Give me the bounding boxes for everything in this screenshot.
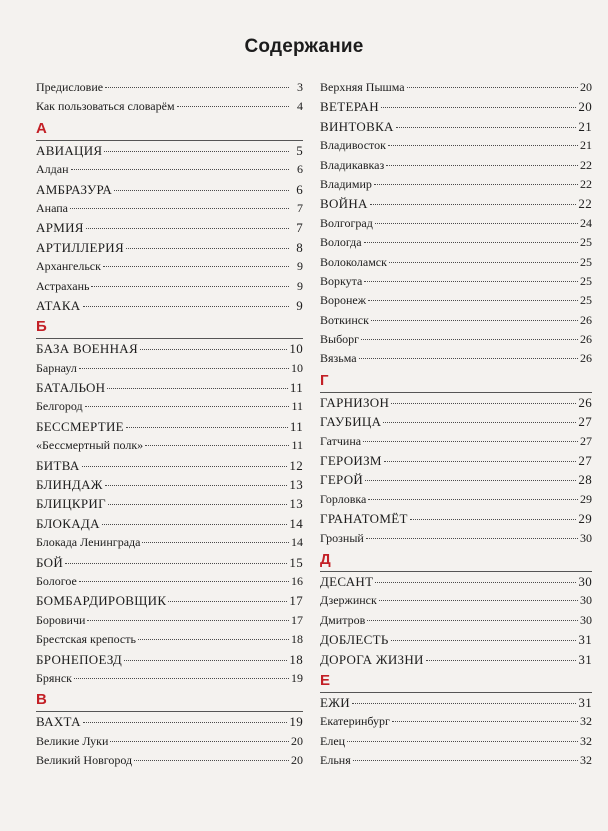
toc-entry-label: Дмитров bbox=[320, 612, 366, 627]
toc-entry[interactable] bbox=[36, 417, 303, 436]
toc-entry-page: 32 bbox=[580, 714, 592, 729]
dot-leader bbox=[107, 388, 288, 389]
dot-leader bbox=[368, 300, 578, 301]
toc-entry[interactable] bbox=[320, 591, 592, 610]
toc-entry[interactable] bbox=[36, 611, 303, 630]
toc-entry[interactable] bbox=[320, 233, 592, 252]
dot-leader bbox=[108, 504, 287, 505]
dot-leader bbox=[65, 563, 287, 564]
toc-entry-label: Как пользоваться словарём bbox=[36, 99, 175, 114]
toc-entry-label: Боровичи bbox=[36, 612, 86, 627]
toc-entry[interactable] bbox=[36, 160, 303, 179]
dot-leader bbox=[91, 286, 289, 287]
toc-entry[interactable] bbox=[320, 311, 592, 330]
dot-leader bbox=[426, 660, 577, 661]
toc-section bbox=[36, 119, 303, 316]
dot-leader bbox=[134, 760, 289, 761]
dot-leader bbox=[386, 165, 578, 166]
dot-leader bbox=[374, 184, 578, 185]
toc-entry-label: Белгород bbox=[36, 399, 83, 414]
toc-entry-label: ЕЖИ bbox=[320, 694, 350, 710]
toc-entry-label: ГЕРОИЗМ bbox=[320, 453, 382, 469]
toc-entry[interactable] bbox=[320, 470, 592, 489]
toc-entry-page: 5 bbox=[296, 142, 303, 158]
toc-entry-page: 9 bbox=[297, 259, 303, 274]
toc-entry-label: ДЕСАНТ bbox=[320, 573, 374, 589]
dot-leader bbox=[384, 461, 577, 462]
toc-entry-label: БОЙ bbox=[36, 554, 64, 570]
toc-entry-page: 25 bbox=[580, 235, 592, 250]
dot-leader bbox=[79, 581, 289, 582]
toc-entry-label: БОМБАРДИРОВЩИК bbox=[36, 593, 167, 609]
toc-entry-page: 19 bbox=[289, 714, 303, 730]
toc-column-left bbox=[36, 78, 303, 771]
dot-leader bbox=[83, 722, 288, 723]
section-letter: Г bbox=[320, 371, 329, 389]
toc-entry[interactable] bbox=[320, 432, 592, 451]
toc-entry-label: АРТИЛЛЕРИЯ bbox=[36, 239, 124, 255]
toc-entry-page: 18 bbox=[291, 632, 303, 647]
toc-entry-page: 7 bbox=[297, 200, 303, 215]
toc-entry-label: Вязьма bbox=[320, 351, 357, 366]
toc-entry[interactable] bbox=[36, 732, 303, 751]
toc-entry[interactable] bbox=[36, 378, 303, 397]
toc-entry-page: 32 bbox=[580, 753, 592, 768]
toc-entry-label: БАТАЛЬОН bbox=[36, 380, 106, 396]
dot-leader bbox=[85, 406, 289, 407]
toc-entry[interactable] bbox=[36, 630, 303, 649]
toc-entry-label: Елец bbox=[320, 733, 346, 748]
dot-leader bbox=[82, 466, 288, 467]
toc-entry[interactable] bbox=[36, 712, 303, 731]
dot-leader bbox=[391, 640, 577, 641]
toc-entry-page: 17 bbox=[289, 593, 303, 609]
toc-entry[interactable] bbox=[36, 669, 303, 688]
toc-entry[interactable] bbox=[320, 214, 592, 233]
toc-entry-page: 26 bbox=[578, 394, 592, 410]
toc-entry-label: ГРАНАТОМЁТ bbox=[320, 511, 408, 527]
toc-entry-label: Барнаул bbox=[36, 360, 77, 375]
dot-leader bbox=[375, 582, 576, 583]
toc-entry-page: 18 bbox=[289, 651, 303, 667]
toc-entry[interactable] bbox=[320, 611, 592, 630]
toc-section bbox=[320, 550, 592, 669]
toc-entry-page: 30 bbox=[578, 573, 592, 589]
dot-leader bbox=[367, 620, 578, 621]
toc-entry-label: «Бессмертный полк» bbox=[36, 438, 144, 453]
toc-entry-label: Воткинск bbox=[320, 312, 369, 327]
toc-entry[interactable] bbox=[36, 78, 303, 97]
toc-entry-label: Архангельск bbox=[36, 259, 101, 274]
toc-entry-label: ДОБЛЕСТЬ bbox=[320, 632, 389, 648]
toc-entry-label: Горловка bbox=[320, 491, 367, 506]
toc-entry[interactable] bbox=[320, 732, 592, 751]
dot-leader bbox=[361, 339, 578, 340]
dot-leader bbox=[110, 741, 289, 742]
toc-entry-label: ГАРНИЗОН bbox=[320, 394, 390, 410]
toc-entry-page: 20 bbox=[578, 99, 592, 115]
dot-leader bbox=[370, 204, 577, 205]
dot-leader bbox=[105, 87, 289, 88]
dot-leader bbox=[177, 106, 289, 107]
dot-leader bbox=[410, 519, 577, 520]
toc-entry-page: 11 bbox=[289, 418, 303, 434]
toc-entry-page: 26 bbox=[580, 332, 592, 347]
toc-entry-page: 27 bbox=[578, 414, 592, 430]
toc-entry-label: Владикавказ bbox=[320, 157, 385, 172]
toc-entry[interactable] bbox=[320, 97, 592, 116]
toc-entry-label: Волгоград bbox=[320, 215, 373, 230]
dot-leader bbox=[359, 358, 578, 359]
toc-entry-page: 21 bbox=[580, 138, 592, 153]
toc-entry[interactable] bbox=[320, 451, 592, 470]
toc-entry-page: 26 bbox=[580, 312, 592, 327]
toc-entry-label: Вологда bbox=[320, 235, 362, 250]
dot-leader bbox=[352, 703, 577, 704]
section-letter: Б bbox=[36, 318, 47, 336]
page-title: Содержание bbox=[244, 36, 364, 57]
toc-entry-page: 16 bbox=[291, 573, 303, 588]
toc-entry-page: 14 bbox=[289, 515, 303, 531]
dot-leader bbox=[407, 87, 578, 88]
toc-entry-page: 9 bbox=[296, 297, 303, 313]
toc-section bbox=[320, 78, 592, 369]
toc-entry[interactable] bbox=[36, 141, 303, 160]
toc-entry[interactable] bbox=[36, 514, 303, 533]
toc-entry-label: АРМИЯ bbox=[36, 220, 84, 236]
toc-entry-page: 30 bbox=[580, 593, 592, 608]
toc-entry[interactable] bbox=[320, 253, 592, 272]
toc-entry-page: 25 bbox=[580, 254, 592, 269]
toc-entry-label: БРОНЕПОЕЗД bbox=[36, 651, 123, 667]
toc-entry-page: 11 bbox=[289, 380, 303, 396]
toc-entry-label: Великий Новгород bbox=[36, 753, 133, 768]
dot-leader bbox=[383, 422, 576, 423]
dot-leader bbox=[364, 242, 578, 243]
toc-entry-page: 31 bbox=[578, 632, 592, 648]
dot-leader bbox=[366, 538, 578, 539]
toc-entry-page: 8 bbox=[296, 239, 303, 255]
toc-entry[interactable] bbox=[320, 751, 592, 770]
toc-entry-page: 13 bbox=[289, 477, 303, 493]
toc-entry[interactable] bbox=[320, 650, 592, 669]
toc-entry-label: АТАКА bbox=[36, 297, 81, 313]
toc-section bbox=[36, 690, 303, 770]
toc-entry[interactable] bbox=[36, 751, 303, 770]
toc-entry-page: 10 bbox=[289, 341, 303, 357]
dot-leader bbox=[145, 445, 289, 446]
toc-entry-page: 24 bbox=[580, 215, 592, 230]
toc-entry-label: Алдан bbox=[36, 162, 69, 177]
toc-entry-label: Дзержинск bbox=[320, 593, 377, 608]
toc-entry-label: БЛИЦКРИГ bbox=[36, 496, 106, 512]
toc-entry-label: АМБРАЗУРА bbox=[36, 181, 113, 197]
toc-entry-label: Волоколамск bbox=[320, 254, 387, 269]
dot-leader bbox=[381, 107, 576, 108]
dot-leader bbox=[168, 601, 287, 602]
dot-leader bbox=[142, 542, 289, 543]
dot-leader bbox=[363, 441, 578, 442]
toc-entry[interactable] bbox=[320, 630, 592, 649]
toc-entry[interactable] bbox=[320, 136, 592, 155]
section-letter: Д bbox=[320, 550, 331, 568]
toc-entry[interactable] bbox=[36, 257, 303, 276]
toc-entry-page: 3 bbox=[297, 80, 303, 94]
toc-section bbox=[320, 371, 592, 548]
toc-entry-page: 11 bbox=[291, 399, 303, 414]
toc-entry[interactable] bbox=[320, 272, 592, 291]
toc-entry-label: БАЗА ВОЕННАЯ bbox=[36, 341, 138, 357]
toc-entry-label: БЛИНДАЖ bbox=[36, 477, 103, 493]
toc-entry-page: 27 bbox=[578, 453, 592, 469]
toc-entry-page: 22 bbox=[578, 196, 592, 212]
toc-entry[interactable] bbox=[36, 456, 303, 475]
toc-entry-page: 29 bbox=[578, 511, 592, 527]
toc-entry-page: 32 bbox=[580, 733, 592, 748]
toc-entry-page: 17 bbox=[291, 612, 303, 627]
dot-leader bbox=[391, 403, 576, 404]
dot-leader bbox=[104, 151, 289, 152]
toc-entry-page: 11 bbox=[291, 438, 303, 453]
toc-entry-label: Владимир bbox=[320, 176, 372, 191]
dot-leader bbox=[138, 639, 289, 640]
toc-entry[interactable] bbox=[36, 475, 303, 494]
toc-entry[interactable] bbox=[320, 78, 592, 97]
toc-entry-page: 22 bbox=[580, 176, 592, 191]
toc-entry-page: 31 bbox=[578, 651, 592, 667]
toc-entry[interactable] bbox=[36, 359, 303, 378]
dot-leader bbox=[114, 190, 289, 191]
toc-entry[interactable] bbox=[36, 553, 303, 572]
toc-entry-label: Ельня bbox=[320, 753, 351, 768]
toc-entry-page: 29 bbox=[580, 491, 592, 506]
toc-entry-label: Владивосток bbox=[320, 138, 386, 153]
toc-entry-page: 30 bbox=[580, 612, 592, 627]
section-letter: Е bbox=[320, 671, 331, 689]
dot-leader bbox=[140, 349, 287, 350]
toc-entry[interactable] bbox=[320, 509, 592, 528]
dot-leader bbox=[392, 721, 578, 722]
toc-entry[interactable] bbox=[36, 218, 303, 237]
toc-entry-page: 22 bbox=[580, 157, 592, 172]
toc-entry-page: 15 bbox=[289, 554, 303, 570]
toc-entry[interactable] bbox=[36, 591, 303, 610]
toc-section bbox=[36, 317, 303, 688]
toc-entry-page: 27 bbox=[580, 433, 592, 448]
dot-leader bbox=[388, 145, 578, 146]
dot-leader bbox=[347, 741, 578, 742]
toc-entry-label: Астрахань bbox=[36, 278, 90, 293]
dot-leader bbox=[105, 485, 288, 486]
toc-entry[interactable] bbox=[36, 436, 303, 455]
toc-entry[interactable] bbox=[36, 650, 303, 669]
toc-entry-label: ВИНТОВКА bbox=[320, 118, 394, 134]
section-letter: В bbox=[36, 691, 47, 709]
toc-entry[interactable] bbox=[320, 117, 592, 136]
toc-entry-page: 10 bbox=[291, 360, 303, 375]
toc-entry-label: ДОРОГА ЖИЗНИ bbox=[320, 651, 424, 667]
toc-entry-label: Выборг bbox=[320, 332, 360, 347]
toc-entry-page: 6 bbox=[297, 162, 303, 177]
dot-leader bbox=[389, 262, 578, 263]
toc-entry-page: 19 bbox=[291, 670, 303, 685]
dot-leader bbox=[364, 281, 578, 282]
toc-entry-page: 12 bbox=[289, 457, 303, 473]
toc-entry[interactable] bbox=[36, 397, 303, 416]
toc-entry-label: БИТВА bbox=[36, 457, 80, 473]
dot-leader bbox=[74, 678, 289, 679]
dot-leader bbox=[71, 169, 289, 170]
section-letter: А bbox=[36, 119, 47, 137]
toc-entry[interactable] bbox=[36, 97, 303, 116]
toc-entry-label: БЛОКАДА bbox=[36, 515, 100, 531]
dot-leader bbox=[371, 320, 578, 321]
toc-entry-page: 30 bbox=[580, 530, 592, 545]
dot-leader bbox=[124, 660, 287, 661]
toc-entry-label: Бологое bbox=[36, 573, 77, 588]
toc-section bbox=[320, 671, 592, 771]
toc-entry-page: 20 bbox=[291, 733, 303, 748]
dot-leader bbox=[353, 760, 578, 761]
toc-column-right bbox=[320, 78, 592, 771]
toc-entry-label: БЕССМЕРТИЕ bbox=[36, 418, 124, 434]
toc-entry-page: 6 bbox=[296, 181, 303, 197]
toc-entry-page: 26 bbox=[580, 351, 592, 366]
toc-entry-label: ВЕТЕРАН bbox=[320, 99, 379, 115]
toc-entry-label: Великие Луки bbox=[36, 733, 109, 748]
toc-entry-label: Екатеринбург bbox=[320, 714, 390, 729]
toc-entry[interactable] bbox=[320, 349, 592, 368]
toc-entry-page: 9 bbox=[297, 278, 303, 293]
toc-entry-label: Брестская крепость bbox=[36, 632, 136, 647]
toc-entry-label: ВОЙНА bbox=[320, 196, 368, 212]
toc-entry-label: Брянск bbox=[36, 670, 72, 685]
toc-entry-page: 7 bbox=[296, 220, 303, 236]
toc-entry[interactable] bbox=[36, 296, 303, 315]
toc-entry-label: АВИАЦИЯ bbox=[36, 142, 103, 158]
toc-entry[interactable] bbox=[320, 175, 592, 194]
toc-entry[interactable] bbox=[320, 330, 592, 349]
toc-entry-page: 28 bbox=[578, 472, 592, 488]
toc-entry[interactable] bbox=[320, 712, 592, 731]
toc-entry-page: 4 bbox=[297, 99, 303, 114]
dot-leader bbox=[87, 620, 289, 621]
toc-entry[interactable] bbox=[36, 572, 303, 591]
dot-leader bbox=[102, 524, 288, 525]
toc-entry[interactable] bbox=[36, 199, 303, 218]
dot-leader bbox=[86, 228, 289, 229]
toc-entry[interactable] bbox=[320, 194, 592, 213]
dot-leader bbox=[83, 306, 290, 307]
toc-entry[interactable] bbox=[36, 180, 303, 199]
toc-entry[interactable] bbox=[320, 393, 592, 412]
toc-entry-label: ГЕРОЙ bbox=[320, 472, 364, 488]
toc-entry-page: 25 bbox=[580, 293, 592, 308]
toc-entry[interactable] bbox=[320, 572, 592, 591]
toc-entry-label: Предисловие bbox=[36, 80, 104, 94]
dot-leader bbox=[70, 208, 289, 209]
dot-leader bbox=[365, 480, 576, 481]
toc-entry-label: Воркута bbox=[320, 273, 363, 288]
toc-entry[interactable] bbox=[320, 156, 592, 175]
dot-leader bbox=[368, 499, 578, 500]
toc-entry-label: Воронеж bbox=[320, 293, 367, 308]
toc-entry-label: ГАУБИЦА bbox=[320, 414, 382, 430]
toc-entry[interactable] bbox=[320, 490, 592, 509]
dot-leader bbox=[126, 248, 289, 249]
toc-entry-page: 21 bbox=[578, 118, 592, 134]
toc-entry[interactable] bbox=[320, 529, 592, 548]
toc-entry[interactable] bbox=[320, 291, 592, 310]
toc-entry[interactable] bbox=[36, 533, 303, 552]
dot-leader bbox=[379, 600, 578, 601]
toc-entry[interactable] bbox=[36, 277, 303, 296]
toc-entry-label: Грозный bbox=[320, 530, 364, 545]
toc-entry[interactable] bbox=[320, 412, 592, 431]
toc-entry-label: Гатчина bbox=[320, 433, 362, 448]
toc-entry[interactable] bbox=[36, 238, 303, 257]
toc-entry[interactable] bbox=[320, 693, 592, 712]
toc-entry[interactable] bbox=[36, 494, 303, 513]
toc-entry-page: 13 bbox=[289, 496, 303, 512]
toc-entry-label: Блокада Ленинграда bbox=[36, 535, 141, 550]
toc-entry-page: 31 bbox=[578, 694, 592, 710]
dot-leader bbox=[396, 127, 577, 128]
toc-entry-page: 25 bbox=[580, 273, 592, 288]
dot-leader bbox=[375, 223, 578, 224]
toc-entry-page: 20 bbox=[291, 753, 303, 768]
toc-entry-page: 20 bbox=[580, 80, 592, 94]
toc-entry-page: 14 bbox=[291, 535, 303, 550]
dot-leader bbox=[79, 368, 289, 369]
toc-entry-label: Анапа bbox=[36, 200, 69, 215]
toc-entry[interactable] bbox=[36, 339, 303, 358]
dot-leader bbox=[103, 266, 289, 267]
toc-entry-label: Верхняя Пышма bbox=[320, 80, 405, 94]
dot-leader bbox=[126, 427, 288, 428]
toc-entry-label: ВАХТА bbox=[36, 714, 81, 730]
